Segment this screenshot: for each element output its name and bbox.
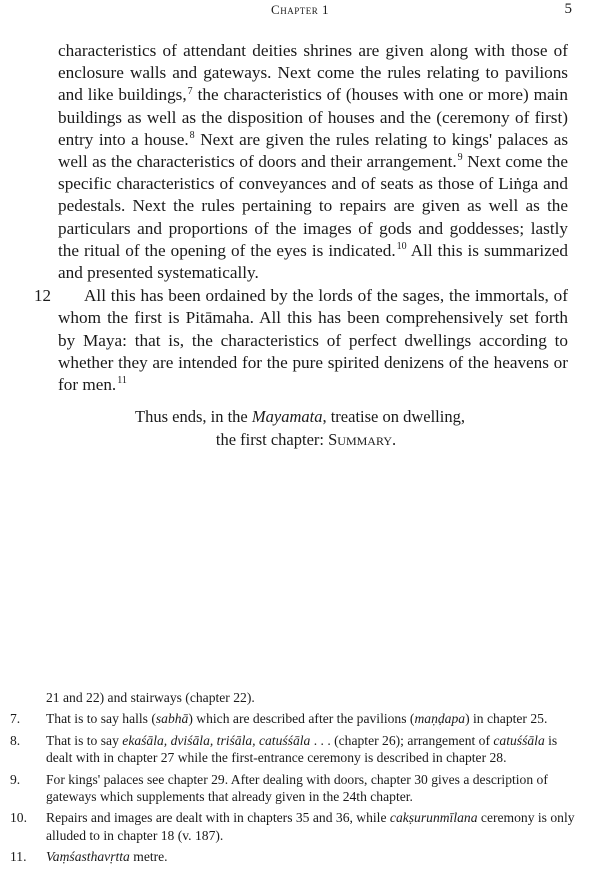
paragraph-text: All this is summarized and presented systematically. xyxy=(58,240,568,283)
footnote-continuation xyxy=(10,689,575,706)
paragraph-2 xyxy=(34,285,568,396)
colophon-text: the first chapter: xyxy=(215,430,329,449)
footnote-text xyxy=(46,710,575,727)
footnote-number: 7. xyxy=(10,711,21,727)
main-text xyxy=(34,40,569,396)
footnote-text-part: ceremony is only alluded to in chapter 18 (v. 187). xyxy=(46,810,575,843)
footnote-7 xyxy=(10,710,575,727)
running-head-chapter: Chapter 1 xyxy=(271,2,329,17)
page-number: 5 xyxy=(564,1,572,17)
footnote-text xyxy=(46,809,575,844)
footnote-text-part: . . . (chapter 26); arrangement of xyxy=(310,732,494,748)
colophon-line-2 xyxy=(12,428,600,451)
paragraph-text: the characteristics of (houses with one or more) main buildings as well as the disposition of houses and the (ceremony of first) entry into a house. xyxy=(58,85,568,149)
paragraph-1 xyxy=(58,40,568,284)
footnote-text xyxy=(46,848,575,865)
footnote-term: sabhā xyxy=(155,711,189,727)
paragraph-text: Next are given the rules relating to kings' palaces as well as the characteristics of doors and their arrangement. xyxy=(58,129,569,172)
footnote-text: For kings' palaces see chapter 29. After dealing with doors, chapter 30 gives a description of gateways which supplements that already given in the 24th chapter. xyxy=(46,771,548,805)
footnote-text-part: metre. xyxy=(129,849,168,865)
footnote-number: 10. xyxy=(10,810,27,826)
footnotes xyxy=(10,689,575,870)
footnote-number: 8. xyxy=(10,732,21,748)
footnote-number: 9. xyxy=(10,771,21,787)
footnote-8 xyxy=(10,732,575,767)
footnote-term: cakṣurunmīlana xyxy=(389,810,478,826)
footnote-text-part: That is to say xyxy=(46,732,123,748)
paragraph-text: Next come the specific characteristics of conveyances and of seats as those of Liṅga and pedestals. Next the rules pertaining to repairs are given as well as the particulars and proportions of the images of gods and goddesses; lastly the ritual of the opening of the eyes is indicated. xyxy=(58,152,568,260)
footnote-term: Vaṃśasthavṛtta xyxy=(46,849,130,865)
footnote-text-part: That is to say halls ( xyxy=(46,711,156,727)
footnote-10 xyxy=(10,809,575,844)
footnote-term: ekaśāla, dviśāla, triśāla, catuśśāla xyxy=(122,732,311,748)
colophon-text: , treatise on dwelling, xyxy=(322,407,465,426)
footnote-ref-9: 9 xyxy=(457,152,463,164)
footnote-text-part: ) which are described after the pavilions ( xyxy=(188,711,415,727)
paragraph-text: characteristics of attendant deities shrines are given along with those of enclosure walls and gateways. Next come the rules relating to pavilions and like buildings, xyxy=(58,41,568,105)
footnote-ref-11: 11 xyxy=(117,375,127,387)
footnote-term: maṇḍapa xyxy=(414,711,466,727)
footnote-9 xyxy=(10,771,575,806)
footnote-text xyxy=(46,732,575,767)
colophon-title: Mayamata xyxy=(251,407,323,426)
verse-number: 12 xyxy=(34,286,51,306)
colophon-line-1 xyxy=(0,405,600,428)
paragraph-text: All this has been ordained by the lords of the sages, the immortals, of whom the first is Pitāmaha. All this has been comprehensively set forth by Maya: that is, the characteristics of perfect dwellings according to whether they are intended for the pure spirited denizens of the heavens or for men. xyxy=(58,286,568,395)
footnote-ref-8: 8 xyxy=(189,130,195,142)
footnote-text-part: is dealt with in chapter 27 while the first-entrance ceremony is described in chapter 28. xyxy=(46,732,558,766)
footnote-ref-10: 10 xyxy=(396,241,407,253)
footnote-text: 21 and 22) and stairways (chapter 22). xyxy=(46,690,255,705)
footnote-number: 11. xyxy=(10,849,27,865)
colophon-summary: Summary. xyxy=(328,430,397,449)
footnote-text-part: Repairs and images are dealt with in chapters 35 and 36, while xyxy=(46,810,390,826)
colophon xyxy=(0,405,600,451)
running-head xyxy=(0,0,600,24)
footnote-ref-7: 7 xyxy=(187,85,193,97)
footnote-11 xyxy=(10,848,575,865)
colophon-text: Thus ends, in the xyxy=(135,407,252,426)
footnote-term: catuśśāla xyxy=(493,732,545,748)
footnote-text-part: ) in chapter 25. xyxy=(465,711,548,727)
